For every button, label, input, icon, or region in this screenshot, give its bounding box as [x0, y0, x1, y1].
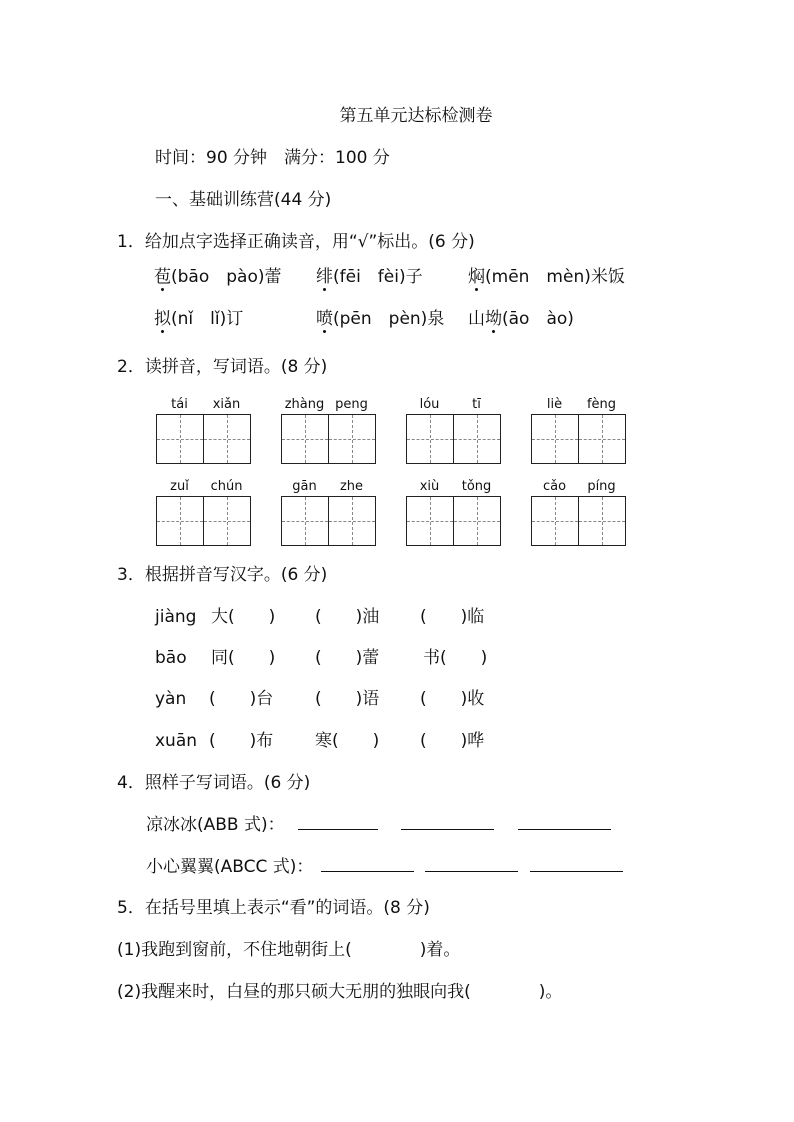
dotted-char: 绯	[316, 267, 333, 287]
pinyin-label: fèng	[586, 397, 617, 412]
pinyin-label: lóu	[419, 397, 440, 412]
answer-line[interactable]	[401, 828, 494, 830]
dotted-char: 苞	[154, 267, 171, 287]
q3-heading: 3．根据拼音写汉字。(6 分)	[117, 565, 328, 585]
q1-item-text: (pēn pèn)泉	[333, 309, 445, 329]
dotted-char: 坳	[485, 309, 502, 329]
q3-blank[interactable]: ( )布	[209, 731, 274, 751]
pinyin-label: chún	[210, 479, 243, 494]
exam-info: 时间：90 分钟 满分：100 分	[155, 148, 390, 168]
section-heading: 一、基础训练营(44 分)	[155, 190, 332, 210]
q1-item-text: (mēn mèn)米饭	[485, 267, 625, 287]
pinyin-label: gān	[292, 479, 317, 494]
pinyin-label: xiǎn	[212, 397, 241, 412]
answer-line[interactable]	[298, 828, 378, 830]
writing-boxes[interactable]	[156, 496, 251, 546]
q4-row	[146, 817, 611, 834]
writing-boxes[interactable]	[406, 414, 501, 464]
answer-line[interactable]	[530, 870, 623, 872]
q3-pinyin: jiàng	[155, 607, 197, 627]
pinyin-label: peng	[335, 397, 368, 412]
q1-heading: 1．给加点字选择正确读音，用“√”标出。(6 分)	[117, 232, 475, 252]
q3-blank[interactable]: ( )收	[420, 689, 485, 709]
q1-item	[154, 311, 243, 328]
q2-heading: 2．读拼音，写词语。(8 分)	[117, 357, 328, 377]
q3-blank[interactable]: ( )哗	[420, 731, 485, 751]
answer-line[interactable]	[518, 828, 611, 830]
q1-item	[316, 311, 444, 328]
pinyin-label: tǒng	[461, 479, 492, 494]
dotted-char: 焖	[468, 267, 485, 287]
pinyin-label: cǎo	[542, 479, 567, 494]
writing-boxes[interactable]	[406, 496, 501, 546]
pinyin-label: liè	[546, 397, 563, 412]
pinyin-label: xiù	[419, 479, 440, 494]
q3-blank[interactable]: ( )台	[209, 689, 274, 709]
q1-item	[468, 269, 625, 286]
writing-boxes[interactable]	[281, 496, 376, 546]
q5-sentence[interactable]: (1)我跑到窗前，不住地朝街上( )着。	[117, 940, 461, 960]
q1-item-text: (fēi fèi)子	[333, 267, 423, 287]
pinyin-label: zhe	[339, 479, 364, 494]
pinyin-label: píng	[587, 479, 616, 494]
pinyin-label: tái	[171, 397, 188, 412]
pinyin-label: tī	[472, 397, 481, 412]
q1-item-text: (nǐ lǐ)订	[171, 309, 244, 329]
answer-line[interactable]	[425, 870, 518, 872]
q1-item	[154, 269, 281, 286]
q1-item	[316, 269, 423, 286]
q3-blank[interactable]: 同( )	[211, 648, 276, 668]
writing-boxes[interactable]	[531, 496, 626, 546]
q3-blank[interactable]: 书( )	[423, 648, 488, 668]
writing-boxes[interactable]	[156, 414, 251, 464]
q4-heading: 4．照样子写词语。(6 分)	[117, 773, 311, 793]
answer-line[interactable]	[321, 870, 414, 872]
pinyin-label: zuǐ	[170, 479, 189, 494]
q4-label: 凉冰冰(ABB 式)：	[146, 815, 285, 835]
q5-heading: 5．在括号里填上表示“看”的词语。(8 分)	[117, 898, 430, 918]
page-title: 第五单元达标检测卷	[339, 106, 493, 126]
dotted-char: 拟	[154, 309, 171, 329]
q3-pinyin: yàn	[155, 689, 187, 709]
q3-blank[interactable]: ( )油	[315, 607, 380, 627]
q4-row	[146, 859, 623, 876]
q3-blank[interactable]: ( )临	[420, 607, 485, 627]
q3-blank[interactable]: ( )蕾	[315, 648, 380, 668]
q3-pinyin: xuān	[155, 731, 198, 751]
writing-boxes[interactable]	[281, 414, 376, 464]
q3-blank[interactable]: ( )语	[315, 689, 380, 709]
q3-blank[interactable]: 大( )	[211, 607, 276, 627]
q1-item	[468, 311, 574, 328]
q1-item-prefix: 山	[468, 309, 485, 329]
writing-boxes[interactable]	[531, 414, 626, 464]
dotted-char: 喷	[316, 309, 333, 329]
q1-item-text: (āo ào)	[502, 309, 574, 329]
q5-sentence[interactable]: (2)我醒来时，白昼的那只硕大无朋的独眼向我( )。	[117, 982, 563, 1002]
q4-label: 小心翼翼(ABCC 式)：	[146, 857, 314, 877]
q1-item-text: (bāo pào)蕾	[171, 267, 282, 287]
q3-blank[interactable]: 寒( )	[315, 731, 380, 751]
q3-pinyin: bāo	[155, 648, 187, 668]
pinyin-label: zhàng	[284, 397, 325, 412]
